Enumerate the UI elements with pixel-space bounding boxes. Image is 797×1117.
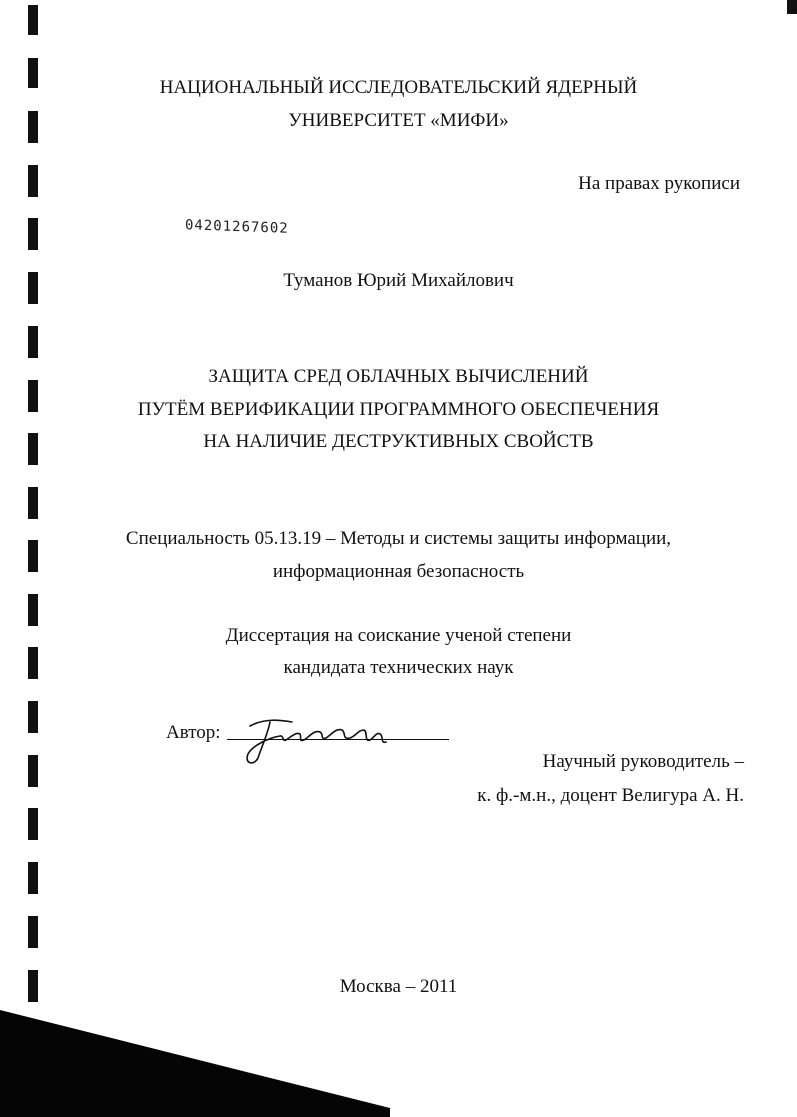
specialty-line-2: информационная безопасность (272, 561, 525, 582)
rights-note: На правах рукописи (578, 173, 740, 194)
supervisor-line-1: Научный руководитель – (542, 751, 744, 772)
archive-stamp-number: 04201267602 (185, 217, 289, 237)
footer-city-year: Москва – 2011 (339, 976, 458, 997)
specialty-line-1: Специальность 05.13.19 – Методы и системы защиты информации, (125, 528, 672, 549)
title-line-1: ЗАЩИТА СРЕД ОБЛАЧНЫХ ВЫЧИСЛЕНИЙ (208, 366, 589, 387)
dissertation-line-1: Диссертация на соискание ученой степени (225, 625, 572, 646)
supervisor-line-2: к. ф.-м.н., доцент Велигура А. Н. (477, 785, 744, 806)
dissertation-line-2: кандидата технических наук (283, 657, 514, 678)
author-name: Туманов Юрий Михайлович (283, 270, 514, 291)
title-line-2: ПУТЁМ ВЕРИФИКАЦИИ ПРОГРАММНОГО ОБЕСПЕЧЕНИЯ (137, 399, 660, 420)
university-line-2: УНИВЕРСИТЕТ «МИФИ» (288, 110, 509, 131)
author-label: Автор: (166, 722, 221, 743)
title-line-3: НА НАЛИЧИЕ ДЕСТРУКТИВНЫХ СВОЙСТВ (203, 431, 594, 452)
university-line-1: НАЦИОНАЛЬНЫЙ ИССЛЕДОВАТЕЛЬСКИЙ ЯДЕРНЫЙ (159, 77, 638, 98)
